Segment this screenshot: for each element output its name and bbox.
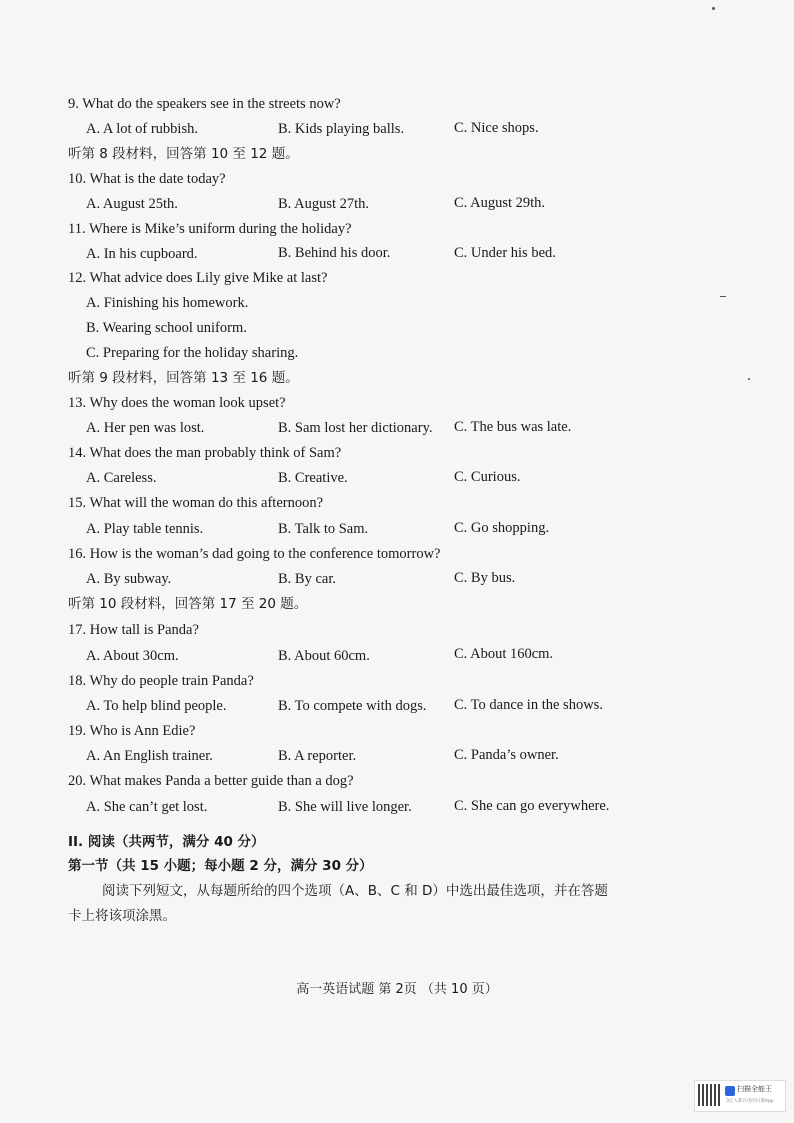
question-19-option-a: A. An English trainer. bbox=[86, 748, 213, 764]
question-10-option-c: C. August 29th. bbox=[454, 195, 546, 211]
question-13-stem: 13. Why does the woman look upset? bbox=[68, 395, 286, 411]
question-9-option-a: A. A lot of rubbish. bbox=[86, 121, 198, 137]
question-11-option-c: C. Under his bed. bbox=[454, 245, 556, 261]
question-13-option-a: A. Her pen was lost. bbox=[86, 420, 205, 436]
question-16-stem: 16. How is the woman’s dad going to the conference tomorrow? bbox=[68, 546, 441, 562]
question-11-option-b: B. Behind his door. bbox=[278, 245, 391, 261]
question-9-stem: 9. What do the speakers see in the streets now? bbox=[68, 96, 341, 112]
question-16-option-c: C. By bus. bbox=[454, 570, 516, 586]
question-17-option-c: C. About 160cm. bbox=[454, 646, 554, 662]
question-10-option-a: A. August 25th. bbox=[86, 196, 178, 212]
section-10-instruction: 听第 10 段材料，回答第 17 至 20 题。 bbox=[68, 596, 308, 612]
question-11-stem: 11. Where is Mike’s uniform during the holiday? bbox=[68, 221, 352, 237]
reading-part1-heading: 第一节（共 15 小题；每小题 2 分，满分 30 分） bbox=[68, 858, 373, 874]
question-13-option-b: B. Sam lost her dictionary. bbox=[278, 420, 433, 436]
question-12-stem: 12. What advice does Lily give Mike at last? bbox=[68, 270, 328, 286]
scanner-watermark bbox=[694, 1080, 786, 1112]
question-17-stem: 17. How tall is Panda? bbox=[68, 622, 199, 638]
section-8-instruction: 听第 8 段材料，回答第 10 至 12 题。 bbox=[68, 146, 299, 162]
question-19-stem: 19. Who is Ann Edie? bbox=[68, 723, 196, 739]
question-14-option-b: B. Creative. bbox=[278, 470, 348, 486]
question-18-stem: 18. Why do people train Panda? bbox=[68, 673, 254, 689]
question-14-option-a: A. Careless. bbox=[86, 470, 157, 486]
question-14-option-c: C. Curious. bbox=[454, 469, 521, 485]
question-20-option-b: B. She will live longer. bbox=[278, 799, 412, 815]
question-18-option-a: A. To help blind people. bbox=[86, 698, 227, 714]
question-15-option-b: B. Talk to Sam. bbox=[278, 521, 369, 537]
question-13-option-c: C. The bus was late. bbox=[454, 419, 572, 435]
scan-speck bbox=[748, 378, 750, 380]
question-11-option-a: A. In his cupboard. bbox=[86, 246, 198, 262]
question-9-option-b: B. Kids playing balls. bbox=[278, 121, 405, 137]
reading-instruction-line2: 卡上将该项涂黑。 bbox=[68, 908, 176, 924]
scanner-logo-icon bbox=[725, 1086, 735, 1096]
question-20-stem: 20. What makes Panda a better guide than a dog? bbox=[68, 773, 354, 789]
question-12-option-c: C. Preparing for the holiday sharing. bbox=[86, 345, 299, 361]
question-10-stem: 10. What is the date today? bbox=[68, 171, 226, 187]
question-12-option-b: B. Wearing school uniform. bbox=[86, 320, 247, 336]
question-14-stem: 14. What does the man probably think of Sam? bbox=[68, 445, 342, 461]
question-17-option-a: A. About 30cm. bbox=[86, 648, 179, 664]
question-20-option-a: A. She can’t get lost. bbox=[86, 799, 208, 815]
scan-speck bbox=[720, 296, 726, 297]
question-16-option-b: B. By car. bbox=[278, 571, 336, 587]
question-9-option-c: C. Nice shops. bbox=[454, 120, 539, 136]
question-12-option-a: A. Finishing his homework. bbox=[86, 295, 249, 311]
page-footer: 高一英语试题 第 2页 （共 10 页） bbox=[296, 982, 498, 997]
question-20-option-c: C. She can go everywhere. bbox=[454, 798, 610, 814]
question-17-option-b: B. About 60cm. bbox=[278, 648, 370, 664]
qr-code-icon bbox=[698, 1084, 720, 1106]
scan-speck bbox=[712, 7, 715, 10]
question-19-option-c: C. Panda’s owner. bbox=[454, 747, 559, 763]
question-15-option-c: C. Go shopping. bbox=[454, 520, 550, 536]
question-10-option-b: B. August 27th. bbox=[278, 196, 370, 212]
section-9-instruction: 听第 9 段材料，回答第 13 至 16 题。 bbox=[68, 370, 299, 386]
reading-instruction-line1: 阅读下列短文，从每题所给的四个选项（A、B、C 和 D）中选出最佳选项，并在答题 bbox=[102, 883, 608, 899]
scanner-tagline: 3亿人都在用的扫描App bbox=[726, 1099, 774, 1104]
question-15-stem: 15. What will the woman do this afternoon? bbox=[68, 495, 324, 511]
scanner-name: 扫描全能王 bbox=[737, 1085, 772, 1093]
reading-section-heading: II. 阅读（共两节，满分 40 分） bbox=[68, 834, 265, 850]
question-16-option-a: A. By subway. bbox=[86, 571, 172, 587]
question-18-option-b: B. To compete with dogs. bbox=[278, 698, 427, 714]
question-15-option-a: A. Play table tennis. bbox=[86, 521, 204, 537]
question-19-option-b: B. A reporter. bbox=[278, 748, 357, 764]
question-18-option-c: C. To dance in the shows. bbox=[454, 697, 603, 713]
